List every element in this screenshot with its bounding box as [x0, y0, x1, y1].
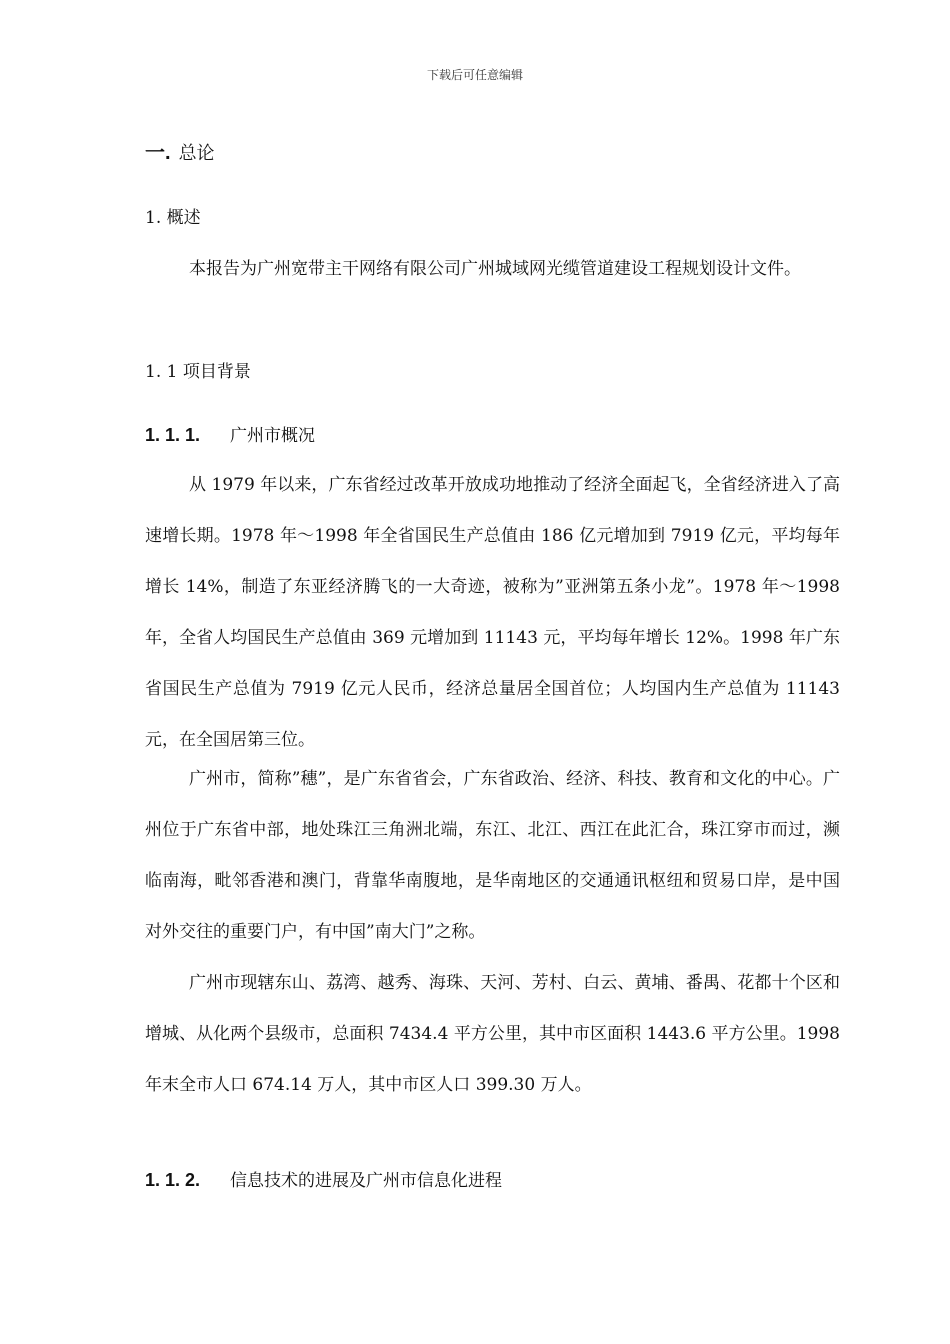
- chapter-number: 一.: [145, 142, 171, 164]
- subsection-title: 信息技术的进展及广州市信息化进程: [230, 1171, 502, 1191]
- chapter-heading: [145, 136, 215, 165]
- paragraph-districts: 广州市现辖东山、荔湾、越秀、海珠、天河、芳村、白云、黄埔、番禺、花都十个区和增城、从化两个县级市，总面积 7434.4 平方公里，其中市区面积 1443.6 平方公里。1998 年末全市人口 674.14 万人，其中市区人口 399.30 万人。: [145, 973, 840, 1095]
- header-note: 下载后可任意编辑: [426, 68, 523, 82]
- section-heading-overview: 1. 概述: [145, 208, 201, 228]
- subsection-number: 1. 1. 2.: [145, 1170, 201, 1190]
- subsection-heading-it-progress: [145, 1166, 502, 1191]
- chapter-title: 总论: [178, 143, 215, 164]
- paragraph-intro: 本报告为广州宽带主干网络有限公司广州城域网光缆管道建设工程规划设计文件。: [189, 259, 801, 279]
- section-heading-background: 1. 1 项目背景: [145, 362, 251, 382]
- subsection-heading-guangzhou-overview: [145, 421, 315, 446]
- subsection-title: 广州市概况: [230, 426, 315, 446]
- paragraph-economy: 从 1979 年以来，广东省经过改革开放成功地推动了经济全面起飞，全省经济进入了高速增长期。1978 年～1998 年全省国民生产总值由 186 亿元增加到 7919 亿元，平均每年增长 14%，制造了东亚经济腾飞的一大奇迹，被称为”亚洲第五条小龙”。1978 年～1998 年，全省人均国民生产总值由 369 元增加到 11143 元，平均每年增长 12%。1998 年广东省国民生产总值为 7919 亿元人民币，经济总量居全国首位；人均国内生产总值为 11143 元，在全国居第三位。: [145, 475, 840, 750]
- subsection-number: 1. 1. 1.: [145, 425, 201, 445]
- paragraph-city: 广州市，简称”穗”，是广东省省会，广东省政治、经济、科技、教育和文化的中心。广州位于广东省中部，地处珠江三角洲北端，东江、北江、西江在此汇合，珠江穿市而过，濒临南海，毗邻香港和澳门，背靠华南腹地，是华南地区的交通通讯枢纽和贸易口岸，是中国对外交往的重要门户，有中国”南大门”之称。: [145, 769, 840, 942]
